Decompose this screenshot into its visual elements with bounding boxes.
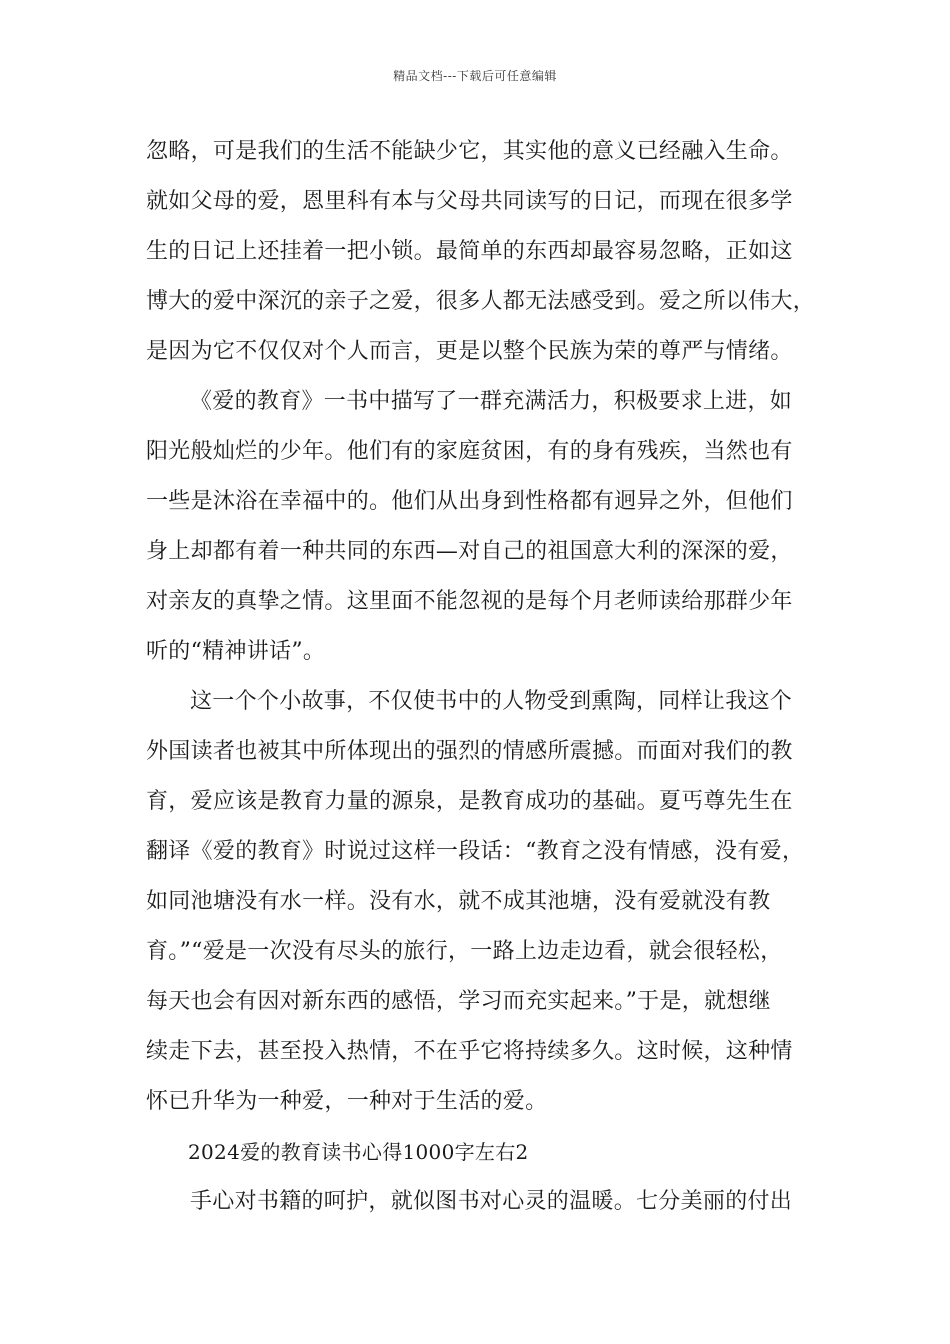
document-body: [146, 127, 816, 1227]
page-header: 精品文档---下载后可任意编辑: [393, 69, 557, 83]
paragraph-line: 续走下去，甚至投入热情，不在乎它将持续多久。这时候，这种情: [146, 1039, 793, 1064]
paragraph-line: 生的日记上还挂着一把小锁。最简单的东西却最容易忽略，正如这: [146, 239, 793, 264]
paragraph-line: 如同池塘没有水一样。没有水，就不成其池塘，没有爱就没有教: [146, 889, 771, 914]
paragraph-line: 身上却都有着一种共同的东西—对自己的祖国意大利的深深的爱，: [146, 539, 793, 564]
paragraph-line: 听的“精神讲话”。: [146, 639, 326, 664]
paragraph-line: 博大的爱中深沉的亲子之爱，很多人都无法感受到。爱之所以伟大，: [146, 289, 816, 314]
section-heading: 2024爱的教育读书心得1000字左右2: [188, 1140, 529, 1164]
paragraph-line: 一些是沐浴在幸福中的。他们从出身到性格都有迥异之外，但他们: [146, 489, 793, 514]
paragraph-line: 育，爱应该是教育力量的源泉，是教育成功的基础。夏丐尊先生在: [146, 789, 793, 814]
paragraph-line: 外国读者也被其中所体现出的强烈的情感所震撼。而面对我们的教: [146, 739, 793, 764]
paragraph-line: 阳光般灿烂的少年。他们有的家庭贫困，有的身有残疾，当然也有: [146, 439, 793, 464]
paragraph-line: 手心对书籍的呵护，就似图书对心灵的温暖。七分美丽的付出: [190, 1189, 793, 1214]
paragraph-line: 翻译《爱的教育》时说过这样一段话：“教育之没有情感，没有爱，: [146, 839, 805, 864]
paragraph-line: 每天也会有因对新东西的感悟，学习而充实起来。”于是，就想继: [146, 989, 771, 1014]
paragraph-line: 《爱的教育》一书中描写了一群充满活力，积极要求上进，如: [190, 389, 793, 414]
paragraph-line: 是因为它不仅仅对个人而言，更是以整个民族为荣的尊严与情绪。: [146, 339, 793, 364]
paragraph-line: 育。”“爱是一次没有尽头的旅行，一路上边走边看，就会很轻松，: [146, 939, 783, 964]
paragraph-line: 忽略，可是我们的生活不能缺少它，其实他的意义已经融入生命。: [146, 139, 793, 164]
paragraph-line: 就如父母的爱，恩里科有本与父母共同读写的日记，而现在很多学: [146, 189, 793, 214]
paragraph-line: 这一个个小故事，不仅使书中的人物受到熏陶，同样让我这个: [190, 689, 793, 714]
paragraph-line: 对亲友的真挚之情。这里面不能忽视的是每个月老师读给那群少年: [146, 589, 793, 614]
paragraph-line: 怀已升华为一种爱，一种对于生活的爱。: [146, 1089, 548, 1114]
